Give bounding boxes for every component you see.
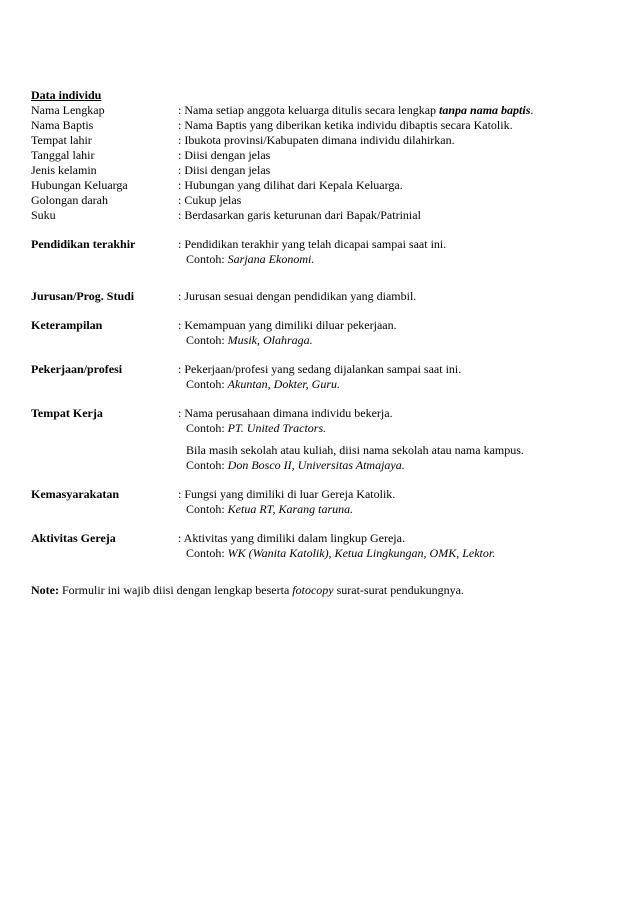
- field-label: Jurusan/Prog. Studi: [31, 289, 135, 303]
- example-text: Contoh: Ketua RT, Karang taruna.: [186, 502, 354, 516]
- field-label: Tempat Kerja: [31, 406, 103, 420]
- field-desc: : Jurusan sesuai dengan pendidikan yang diambil.: [178, 289, 417, 303]
- field-row-keterampilan: [31, 318, 616, 333]
- section-title-data-individu: Data individu: [31, 88, 102, 102]
- field-row-nama-baptis: [31, 118, 616, 133]
- field-label: Tanggal lahir: [31, 148, 95, 162]
- field-desc: : Hubungan yang dilihat dari Kepala Keluarga.: [178, 178, 403, 192]
- field-label: Nama Baptis: [31, 118, 94, 132]
- field-row-hubungan-keluarga: [31, 178, 616, 193]
- field-desc: : Pekerjaan/profesi yang sedang dijalankan sampai saat ini.: [178, 362, 462, 376]
- field-label: Hubungan Keluarga: [31, 178, 128, 192]
- field-desc: : Kemampuan yang dimiliki diluar pekerjaan.: [178, 318, 397, 332]
- field-label: Golongan darah: [31, 193, 108, 207]
- field-label: Aktivitas Gereja: [31, 531, 116, 545]
- example-text: Contoh: PT. United Tractors.: [186, 421, 327, 435]
- extra-text: Bila masih sekolah atau kuliah, diisi nama sekolah atau nama kampus.: [186, 443, 524, 457]
- field-example-aktivitas-gereja: [31, 546, 616, 561]
- field-desc: : Aktivitas yang dimiliki dalam lingkup Gereja.: [178, 531, 405, 545]
- field-desc: : Berdasarkan garis keturunan dari Bapak/Patrinial: [178, 208, 421, 222]
- field-row-jenis-kelamin: [31, 163, 616, 178]
- field-example-pekerjaan: [31, 377, 616, 392]
- field-row-pendidikan-terakhir: [31, 237, 616, 252]
- field-row-tanggal-lahir: [31, 148, 616, 163]
- example-text: Contoh: Don Bosco II, Universitas Atmajaya.: [186, 458, 405, 472]
- field-label: Pendidikan terakhir: [31, 237, 136, 251]
- note-label: Note:: [31, 583, 59, 597]
- example-text: Contoh: WK (Wanita Katolik), Ketua Lingkungan, OMK, Lektor.: [186, 546, 496, 560]
- field-label: Suku: [31, 208, 56, 222]
- field-row-kemasyarakatan: [31, 487, 616, 502]
- field-label: Pekerjaan/profesi: [31, 362, 123, 376]
- field-desc: : Ibukota provinsi/Kabupaten dimana individu dilahirkan.: [178, 133, 455, 147]
- field-desc: : Nama Baptis yang diberikan ketika individu dibaptis secara Katolik.: [178, 118, 513, 132]
- field-label: Keterampilan: [31, 318, 103, 332]
- field-desc: : Diisi dengan jelas: [178, 148, 271, 162]
- field-row-tempat-lahir: [31, 133, 616, 148]
- example-text: Contoh: Akuntan, Dokter, Guru.: [186, 377, 340, 391]
- field-row-aktivitas-gereja: [31, 531, 616, 546]
- note-paragraph: Note: Formulir ini wajib diisi dengan lengkap beserta fotocopy surat-surat pendukungnya.: [31, 583, 464, 597]
- field-example-tempat-kerja: [31, 421, 616, 436]
- example-text: Contoh: Sarjana Ekonomi.: [186, 252, 315, 266]
- field-desc: : Cukup jelas: [178, 193, 242, 207]
- field-row-tempat-kerja: [31, 406, 616, 421]
- example-text: Contoh: Musik, Olahraga.: [186, 333, 313, 347]
- field-label: Nama Lengkap: [31, 103, 105, 117]
- field-desc: : Fungsi yang dimiliki di luar Gereja Katolik.: [178, 487, 396, 501]
- field-desc: : Nama perusahaan dimana individu bekerja.: [178, 406, 393, 420]
- document-content: [31, 88, 616, 598]
- field-extra-tempat-kerja: [31, 443, 616, 458]
- field-desc: : Pendidikan terakhir yang telah dicapai sampai saat ini.: [178, 237, 447, 251]
- field-label: Tempat lahir: [31, 133, 92, 147]
- field-row-golongan-darah: [31, 193, 616, 208]
- field-row-nama-lengkap: [31, 103, 616, 118]
- field-label: Jenis kelamin: [31, 163, 97, 177]
- field-row-pekerjaan: [31, 362, 616, 377]
- field-example-pendidikan: [31, 252, 616, 267]
- field-desc: : Nama setiap anggota keluarga ditulis secara lengkap tanpa nama baptis.: [178, 103, 534, 117]
- field-example-keterampilan: [31, 333, 616, 348]
- field-extra-example-tempat-kerja: [31, 458, 616, 473]
- field-row-suku: [31, 208, 616, 223]
- field-example-kemasyarakatan: [31, 502, 616, 517]
- field-label: Kemasyarakatan: [31, 487, 119, 501]
- field-row-jurusan: [31, 289, 616, 304]
- field-desc: : Diisi dengan jelas: [178, 163, 271, 177]
